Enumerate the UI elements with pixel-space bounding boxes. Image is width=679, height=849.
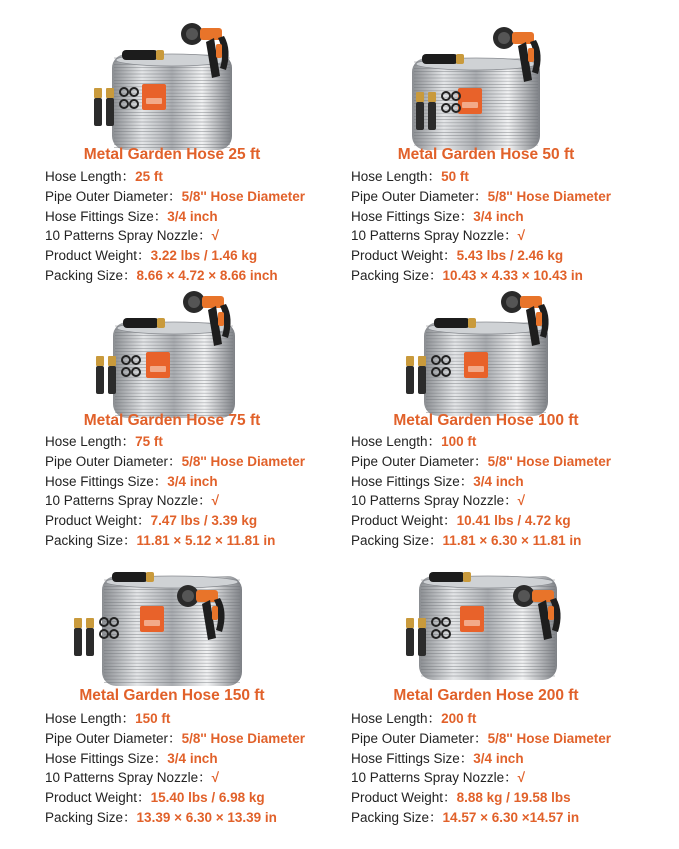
length-tag-icon [464,352,488,378]
spec-row-pipe-diameter [351,187,661,207]
spec-row-nozzle [351,226,661,246]
spec-row-nozzle [45,768,355,788]
spec-value: √ [211,493,219,509]
product-title: Metal Garden Hose 50 ft [397,146,575,163]
spec-value: 8.88 kg / 19.58 lbs [456,790,571,806]
spec-row-weight [45,788,355,808]
spec-label: Pipe Outer Diameter： [45,453,182,469]
spec-label: Hose Fittings Size： [351,473,474,489]
spec-value: 75 ft [135,434,163,449]
product-title: Metal Garden Hose 75 ft [83,412,261,429]
spec-label: 10 Patterns Spray Nozzle： [45,770,212,786]
spec-value: 11.81 × 6.30 × 11.81 in [442,532,582,548]
spec-label: 10 Patterns Spray Nozzle： [351,228,518,244]
spec-row-nozzle [351,768,661,788]
spec-value: 5/8'' Hose Diameter [181,188,306,204]
spec-label: Hose Length： [351,434,442,449]
spec-label: Packing Size： [45,532,137,548]
spec-value: 150 ft [135,711,171,726]
spec-label: Product Weight： [351,513,457,529]
spec-label: Packing Size： [351,809,443,825]
spec-row-pipe-diameter [45,187,355,207]
spec-value: 3/4 inch [473,473,524,489]
spec-value: 200 ft [441,711,477,726]
spec-label: Pipe Outer Diameter： [351,730,488,746]
spec-row-weight [351,246,661,266]
spec-label: Hose Length： [351,169,442,184]
spec-value: √ [211,770,219,786]
hose-coil-icon [419,572,557,680]
spec-list [45,709,355,828]
spec-value: 5/8'' Hose Diameter [487,730,612,746]
spec-value: 25 ft [135,169,163,184]
spec-row-pipe-diameter [351,452,661,472]
spec-row-hose-length [351,709,661,729]
spec-list [45,167,355,286]
spec-row-nozzle [45,226,355,246]
spec-list [45,432,355,551]
spec-label: Hose Length： [45,434,136,449]
spec-label: Pipe Outer Diameter： [45,188,182,204]
spec-row-pipe-diameter [45,729,355,749]
length-tag-icon [458,88,482,114]
spec-row-fittings [351,749,661,769]
spec-row-packing [351,531,661,551]
product-title: Metal Garden Hose 25 ft [83,146,261,163]
spec-value: 3/4 inch [473,750,524,766]
length-tag-icon [140,606,164,632]
spec-value: 5/8'' Hose Diameter [487,188,612,204]
hose-product-photo [336,10,636,150]
spec-label: Packing Size： [351,267,443,283]
spec-value: 10.41 lbs / 4.72 kg [456,513,571,529]
spec-value: 15.40 lbs / 6.98 kg [150,790,265,806]
spec-label: Hose Fittings Size： [45,750,168,766]
spec-label: Hose Fittings Size： [351,208,474,224]
spec-value: 3/4 inch [473,208,524,224]
spec-value: 13.39 × 6.30 × 13.39 in [136,809,277,825]
spec-row-fittings [351,207,661,227]
spec-row-weight [45,246,355,266]
spec-value: 5/8'' Hose Diameter [181,453,306,469]
spec-label: 10 Patterns Spray Nozzle： [45,228,212,244]
spec-value: 5.43 lbs / 2.46 kg [456,248,564,264]
spec-row-weight [351,788,661,808]
product-card-50ft [336,10,636,283]
spec-value: √ [517,493,525,509]
hose-product-photo [336,282,636,422]
spec-value: 14.57 × 6.30 ×14.57 in [442,809,580,825]
product-title: Metal Garden Hose 200 ft [393,687,579,704]
length-tag-icon [146,352,170,378]
spec-value: 50 ft [441,169,469,184]
spec-label: Product Weight： [351,790,457,806]
spec-label: Hose Fittings Size： [45,473,168,489]
spec-row-nozzle [45,491,355,511]
spec-label: Pipe Outer Diameter： [45,730,182,746]
spec-value: 3/4 inch [167,750,218,766]
spec-value: 100 ft [441,434,477,449]
spec-row-packing [351,808,661,828]
spec-row-weight [351,511,661,531]
hose-product-photo [22,282,322,422]
spec-value: 3/4 inch [167,208,218,224]
spec-label: Product Weight： [45,248,151,264]
spec-value: 3.22 lbs / 1.46 kg [150,248,258,264]
spec-row-fittings [45,472,355,492]
spec-row-pipe-diameter [45,452,355,472]
spec-value: 8.66 × 4.72 × 8.66 inch [136,267,278,283]
spec-list [351,432,661,551]
spec-row-fittings [351,472,661,492]
spec-value: 5/8'' Hose Diameter [181,730,306,746]
spec-label: Product Weight： [351,248,457,264]
spec-label: Packing Size： [45,809,137,825]
spec-label: 10 Patterns Spray Nozzle： [45,493,212,509]
spec-label: Product Weight： [45,513,151,529]
spec-row-weight [45,511,355,531]
spec-label: Pipe Outer Diameter： [351,188,488,204]
spec-row-fittings [45,749,355,769]
spec-label: Hose Fittings Size： [45,208,168,224]
spec-row-hose-length [45,432,355,452]
spec-label: Hose Length： [45,169,136,184]
spec-label: Hose Length： [351,711,442,726]
product-card-150ft [22,558,322,828]
length-tag-icon [142,84,166,110]
spec-row-hose-length [45,167,355,187]
spec-label: Packing Size： [351,532,443,548]
spec-label: Hose Fittings Size： [351,750,474,766]
spec-value: 3/4 inch [167,473,218,489]
product-card-100ft [336,282,636,552]
spec-row-hose-length [351,167,661,187]
product-title: Metal Garden Hose 150 ft [79,687,265,704]
product-title: Metal Garden Hose 100 ft [393,412,579,429]
spec-row-hose-length [45,709,355,729]
hose-product-photo [336,558,636,698]
spec-row-nozzle [351,491,661,511]
spec-value: 11.81 × 5.12 × 11.81 in [136,532,276,548]
spec-value: 7.47 lbs / 3.39 kg [150,513,258,529]
spec-row-hose-length [351,432,661,452]
spec-row-pipe-diameter [351,729,661,749]
spec-row-packing [45,808,355,828]
spec-label: 10 Patterns Spray Nozzle： [351,493,518,509]
spec-list [351,167,661,286]
spec-row-packing [45,531,355,551]
spec-value: 10.43 × 4.33 × 10.43 in [442,267,583,283]
product-card-75ft [22,282,322,552]
spec-label: Packing Size： [45,267,137,283]
hose-product-photo [22,558,322,698]
length-tag-icon [460,606,484,632]
spec-label: Pipe Outer Diameter： [351,453,488,469]
product-card-200ft [336,558,636,828]
spec-value: √ [211,228,219,244]
spec-list [351,709,661,828]
spec-value: 5/8'' Hose Diameter [487,453,612,469]
hose-product-photo [22,10,322,150]
spec-row-fittings [45,207,355,227]
product-card-25ft [22,10,322,283]
spec-label: 10 Patterns Spray Nozzle： [351,770,518,786]
spec-value: √ [517,770,525,786]
spec-label: Hose Length： [45,711,136,726]
spec-label: Product Weight： [45,790,151,806]
spec-value: √ [517,228,525,244]
